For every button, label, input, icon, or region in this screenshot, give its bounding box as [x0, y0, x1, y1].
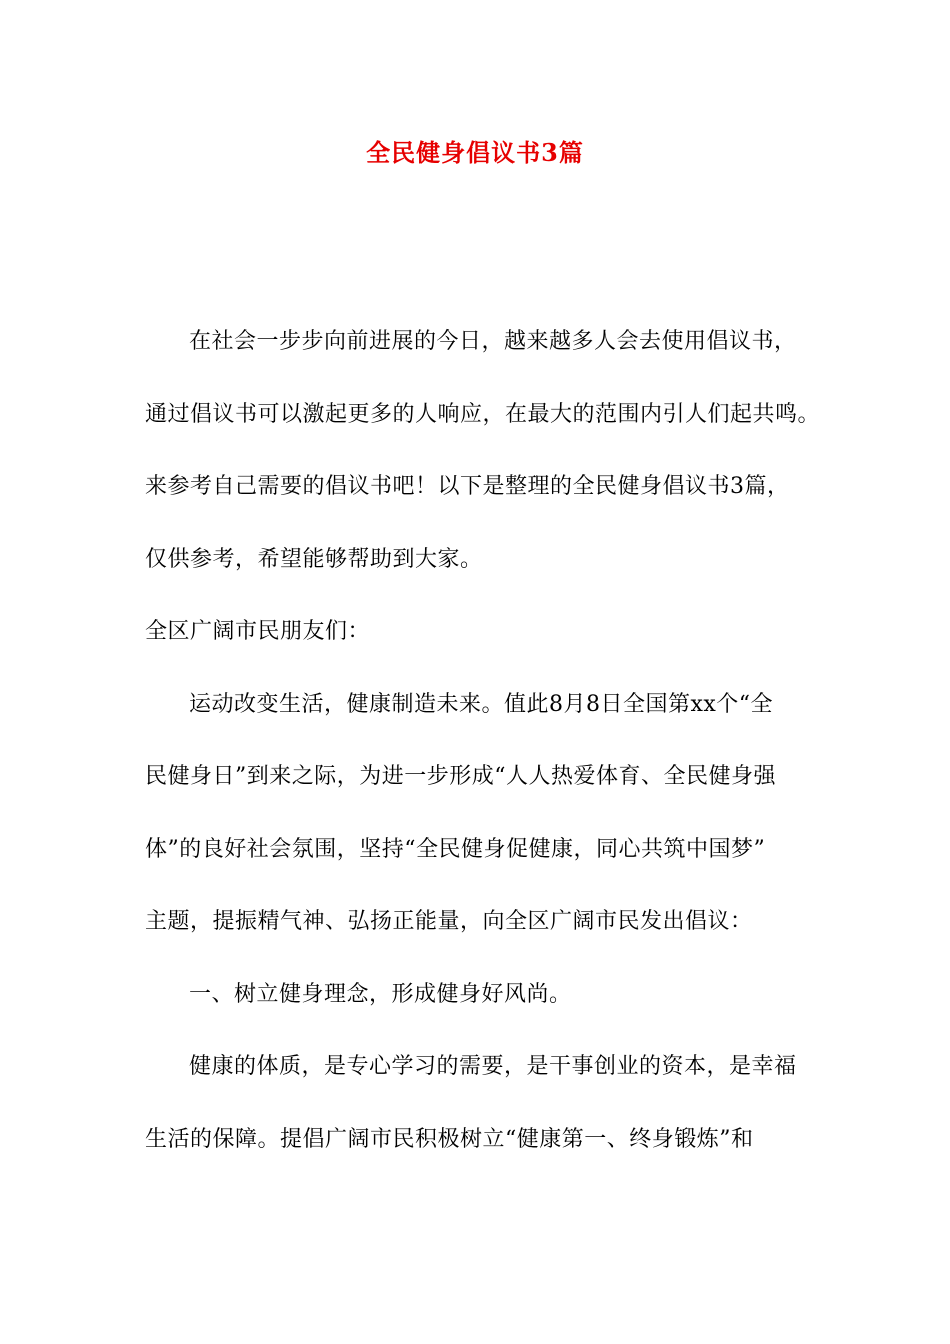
paragraph-line: 健康的体质，是专心学习的需要，是干事创业的资本，是幸福 [189, 1054, 797, 1079]
paragraph-line: 来参考自己需要的倡议书吧！以下是整理的全民健身倡议书3篇， [145, 474, 790, 499]
paragraph-line: 体”的良好社会氛围，坚持“全民健身促健康，同心共筑中国梦” [145, 836, 766, 862]
paragraph-line: 民健身日”到来之际，为进一步形成“人人热爱体育、全民健身强 [145, 764, 776, 789]
paragraph-line: 生活的保障。提倡广阔市民积极树立“健康第一、终身锻炼”和 [145, 1126, 754, 1152]
paragraph-line: 在社会一步步向前进展的今日，越来越多人会去使用倡议书， [189, 329, 797, 354]
paragraph-line: 运动改变生活，健康制造未来。值此8月8日全国第xx个“全 [189, 691, 774, 717]
section-heading: 一、树立健身理念，形成健身好风尚。 [189, 981, 572, 1007]
salutation-line: 全区广阔市民朋友们： [145, 619, 371, 644]
document-body [145, 322, 820, 1192]
paragraph-line: 仅供参考，希望能够帮助到大家。 [145, 546, 483, 572]
paragraph-line: 通过倡议书可以激起更多的人响应，在最大的范围内引人们起共鸣。 [145, 401, 821, 427]
document-title: 全民健身倡议书3篇 [366, 138, 584, 167]
paragraph-line: 主题，提振精气神、弘扬正能量，向全区广阔市民发出倡议： [145, 909, 753, 934]
